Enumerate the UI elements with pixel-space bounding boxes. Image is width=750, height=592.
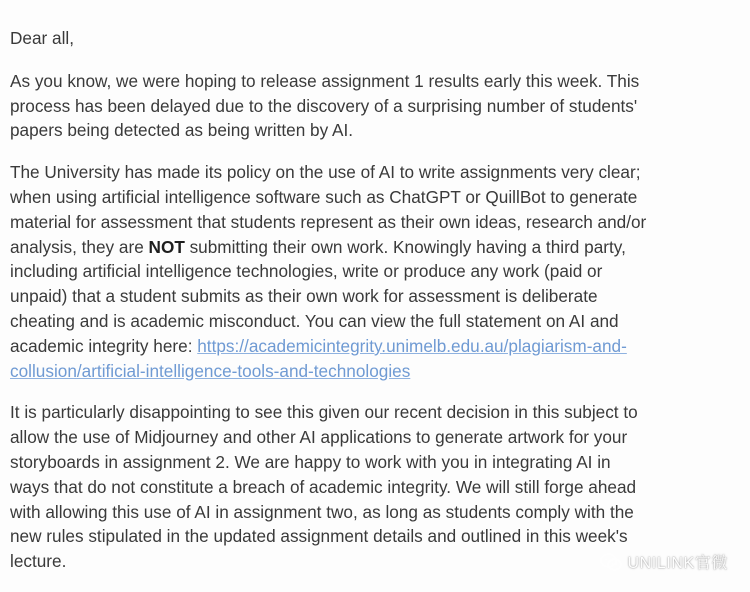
paragraph-midjourney	[10, 400, 740, 574]
text-line: with allowing this use of AI in assignment two, as long as students comply with the	[10, 501, 634, 522]
text-line	[10, 359, 740, 384]
text-line: papers being detected as being written by AI.	[10, 120, 354, 141]
text-line	[10, 334, 740, 359]
text-line: new rules stipulated in the updated assignment details and outlined in this week's	[10, 526, 628, 547]
text-line: material for assessment that students represent as their own ideas, research and/or	[10, 211, 647, 232]
watermark-text: UNILINK官微	[627, 555, 728, 572]
greeting: Dear all,	[10, 28, 74, 48]
emphasis-not: NOT	[148, 236, 185, 257]
watermark	[600, 550, 728, 573]
text-line: As you know, we were hoping to release assignment 1 results early this week. This	[10, 70, 640, 91]
text-line: including artificial intelligence technologies, write or produce any work (paid or	[10, 261, 603, 282]
wechat-icon	[600, 553, 622, 571]
text-line: cheating and is academic misconduct. You can view the full statement on AI and	[10, 310, 619, 331]
text-line: It is particularly disappointing to see this given our recent decision in this subject to	[10, 402, 638, 423]
text-line	[10, 235, 740, 260]
text-fragment: submitting their own work. Knowingly having a third party,	[184, 236, 626, 257]
paragraph-results-delay	[10, 69, 740, 143]
academic-integrity-link[interactable]: https://academicintegrity.unimelb.edu.au/plagiarism-and-	[197, 335, 627, 356]
paragraph-ai-policy	[10, 160, 740, 383]
text-line: storyboards in assignment 2. We are happy to work with you in integrating AI in	[10, 451, 611, 472]
academic-integrity-link-continued[interactable]: collusion/artificial-intelligence-tools-and-technologies	[10, 360, 411, 381]
text-line: ways that do not constitute a breach of academic integrity. We will still forge ahead	[10, 476, 637, 497]
text-line: when using artificial intelligence software such as ChatGPT or QuillBot to generate	[10, 186, 638, 207]
text-fragment: academic integrity here:	[10, 335, 198, 356]
text-line: unpaid) that a student submits as their own work for assessment is deliberate	[10, 286, 598, 307]
text-line: allow the use of Midjourney and other AI applications to generate artwork for your	[10, 427, 628, 448]
text-line: process has been delayed due to the discovery of a surprising number of students'	[10, 95, 638, 116]
text-line: lecture.	[10, 551, 67, 572]
text-fragment: analysis, they are	[10, 236, 149, 257]
text-line: The University has made its policy on the use of AI to write assignments very clear;	[10, 162, 641, 183]
